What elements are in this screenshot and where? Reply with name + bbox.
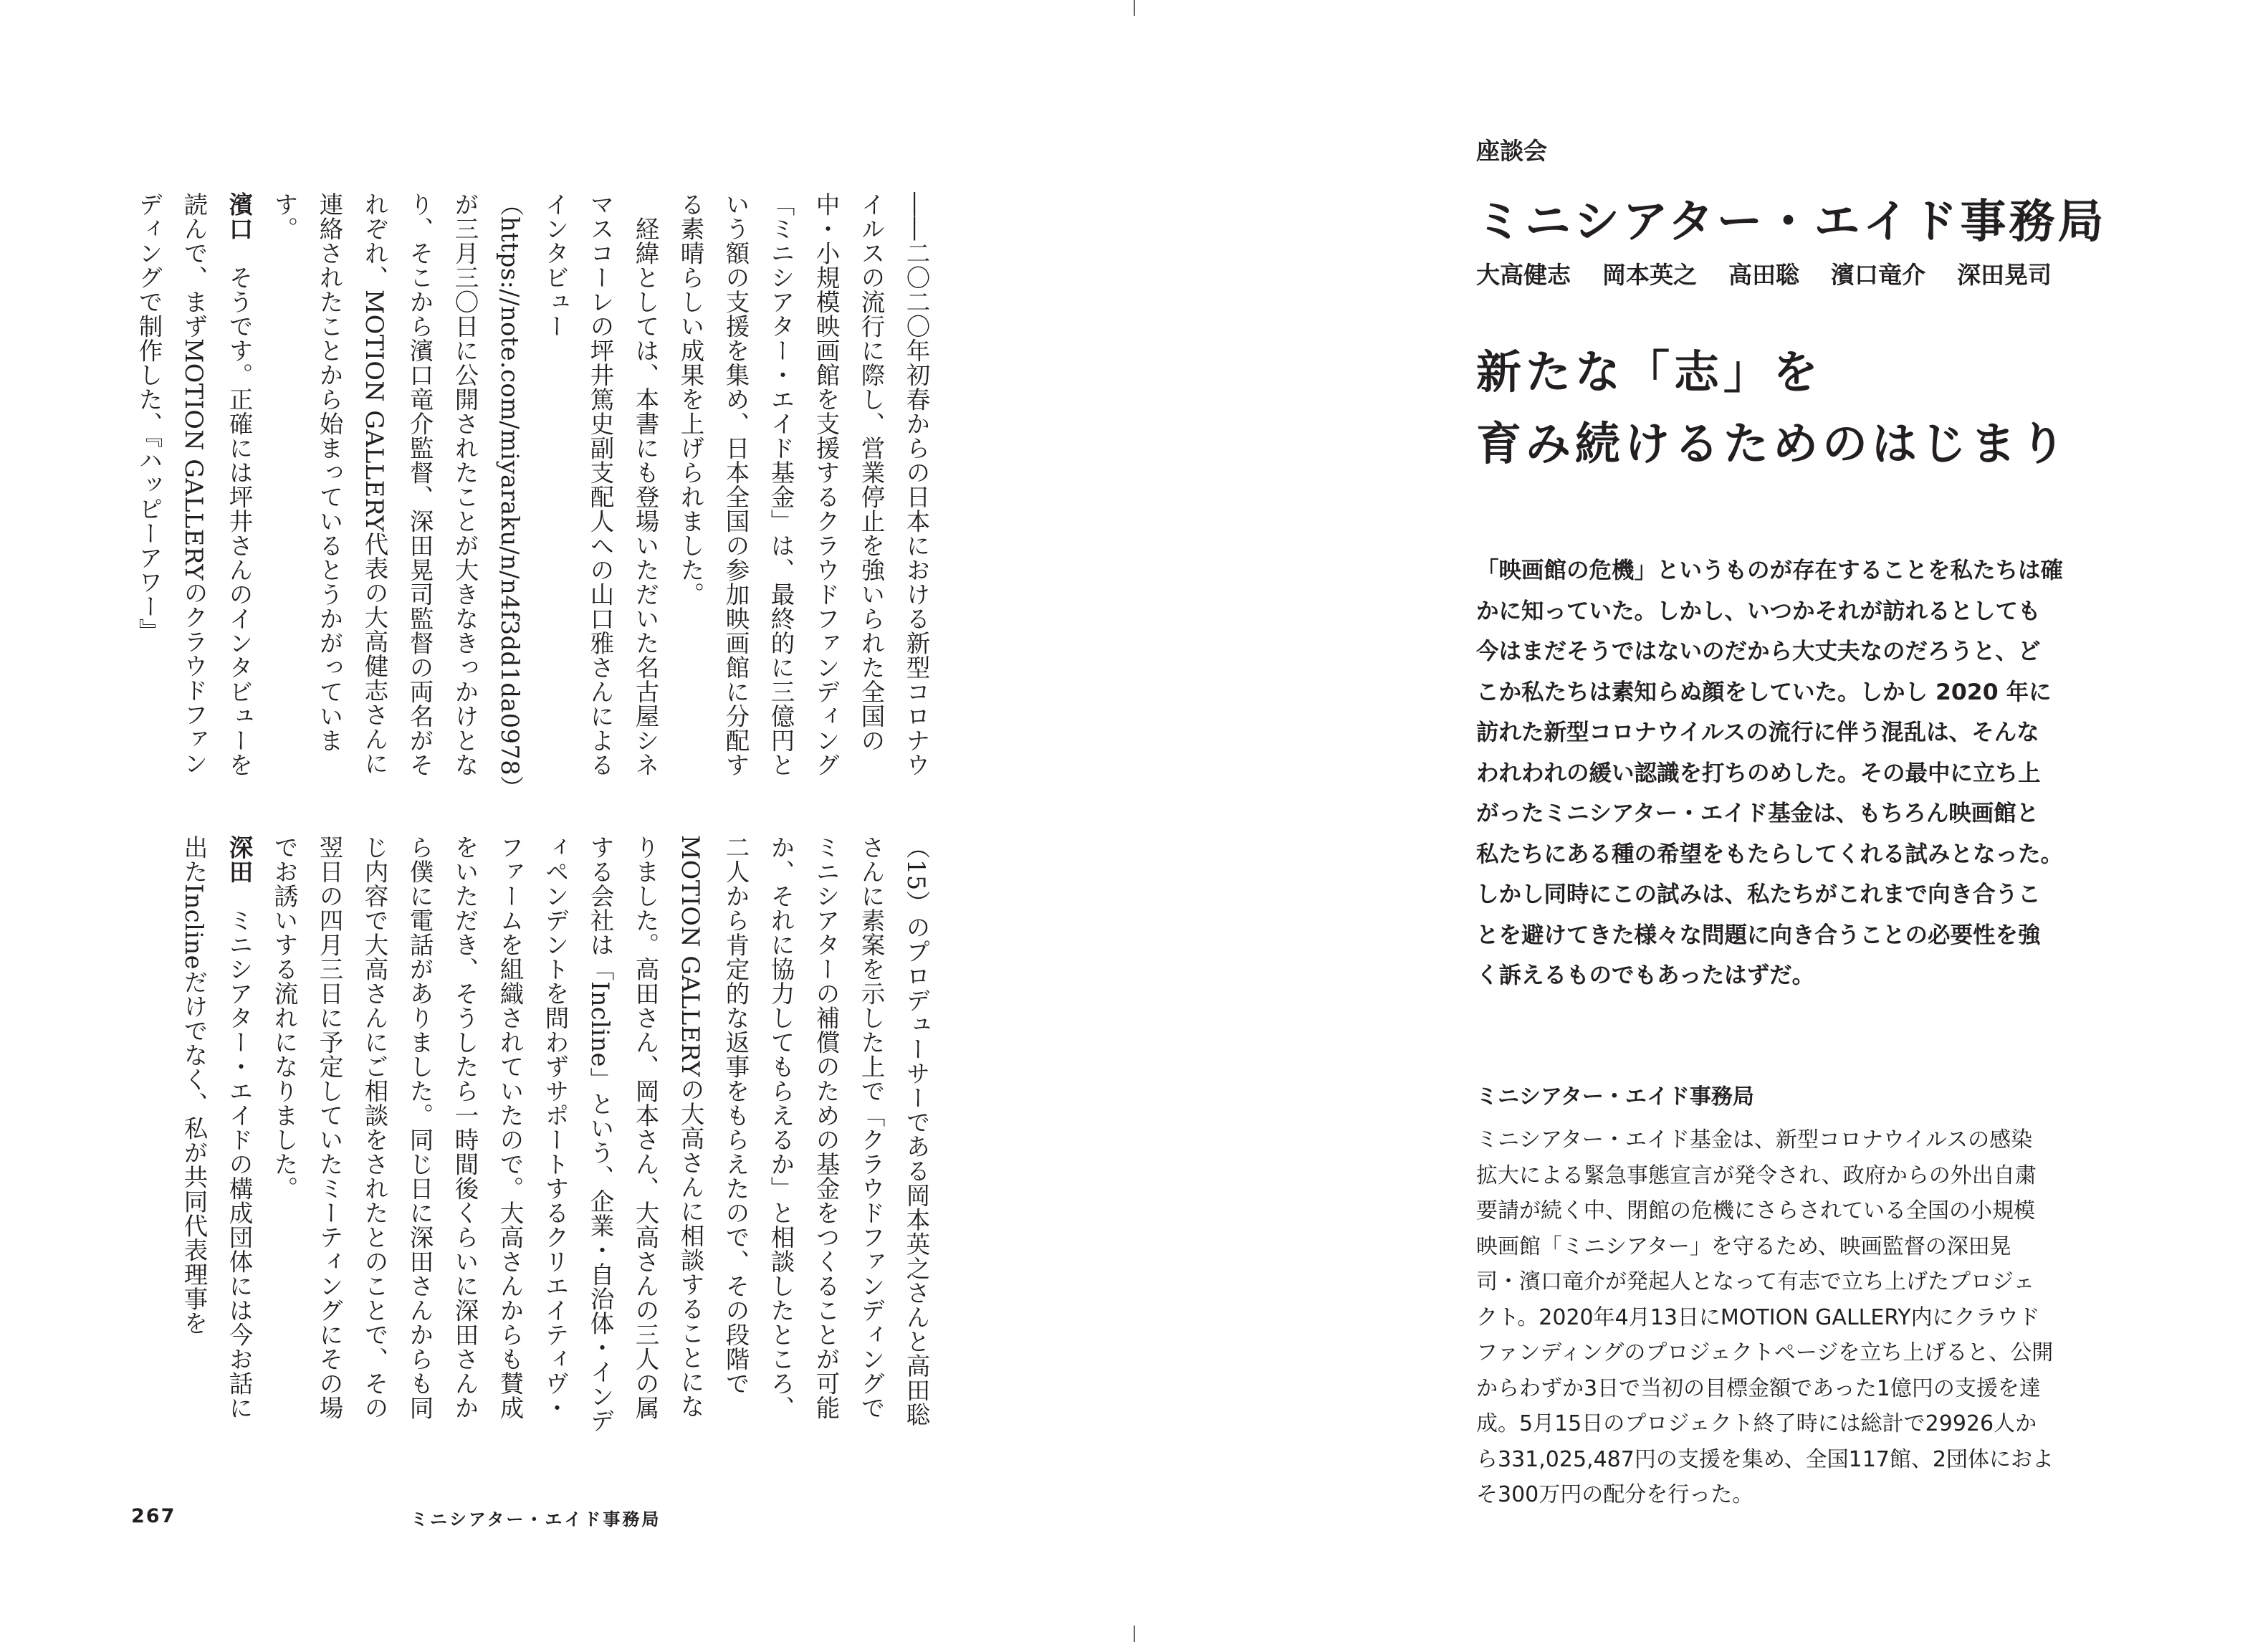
lead-line: われわれの緩い認識を打ちのめした。その最中に立ち上 — [1476, 760, 2041, 786]
lead-line: かに知っていた。しかし、いつかそれが訪れるとしても — [1476, 598, 2041, 624]
participants — [1476, 257, 2052, 290]
info-line: 成。5月15日のプロジェクト終了時には総計で29926人か — [1476, 1411, 2037, 1436]
lead-line: 「映画館の危機」というものが存在することを私たちは確 — [1476, 558, 2064, 583]
info-line: ミニシアター・エイド基金は、新型コロナウイルスの感染 — [1476, 1127, 2033, 1152]
running-head: ミニシアター・エイド事務局 — [411, 1509, 661, 1529]
page-number: 267 — [131, 1505, 176, 1527]
info-line: クト。2020年4月13日にMOTION GALLERY内にクラウド — [1476, 1304, 2040, 1330]
speaker-paragraph — [171, 835, 262, 1441]
paragraph: ――二〇二〇年初春からの日本における新型コロナウイルスの流行に際し、営業停止を強いられた全国の中・小規模映画館を支援するクラウドファンディング「ミニシアター・エイド基金」は、最終的に三億円という額の支援を集め、日本全国の参加映画館に分配する素晴らしい成果を上げられました。 — [676, 192, 930, 777]
paragraph: 経緯としては、本書にも登場いただいた名古屋シネマスコーレの坪井篤史副支配人への山口雅さんによるインタビュー（https://note.com/miyaraku/n/n4f3dd1da0978）が三月三〇日に公開されたことが大きなきっかけとなり、そこから濱口竜介監督、深田晃司監督の両名がそれぞれ、MOTION GALLERY代表の大高健志さんに連絡されたことから始まっているとうかがっています。 — [270, 192, 659, 788]
speaker-text: ミニシアター・エイドの構成団体には今お話に出たInclineだけでなく、私が共同代表理事を — [180, 835, 253, 1420]
lead-line: 今はまだそうではないのだから大丈夫なのだろうと、ど — [1476, 639, 2041, 664]
participant-name: 高田聡 — [1728, 261, 1799, 289]
headline-line: 新たな「志」を — [1476, 346, 1822, 398]
info-body — [1476, 1122, 2135, 1513]
crop-mark-bottom — [1134, 1626, 1135, 1642]
lead-line: 訪れた新型コロナウイルスの流行に伴う混乱は、そんな — [1476, 720, 2039, 745]
lead-line: こか私たちは素知らぬ顔をしていた。しかし 2020 年に — [1476, 679, 2052, 705]
paragraph: （15）のプロデューサーである岡本英之さんと高田聡さんに素案を示した上で「クラウドファンディングでミニシアターの補償のための基金をつくることが可能か、それに協力してもらえるか」と相談したところ、二人から肯定的な返事をもらえたので、その段階でMOTION GALLERYの大高さんに相談することになりました。高田さん、岡本さん、大高さんの三人の属する会社は「Incline」という、企業・自治体・インディペンデントを問わずサポートするクリエイティヴ・ファームを組織されていたので。大高さんからも賛成をいただき、そうしたら一時間後くらいに深田さんから僕に電話がありました。同じ日に深田さんからも同じ内容で大高さんにご相談をされたとのことで、その翌日の四月三日に予定していたミーティングにその場でお誘いする流れになりました。 — [270, 835, 930, 1433]
participant-name: 岡本英之 — [1602, 261, 1697, 289]
lead-line: しかし同時にこの試みは、私たちがこれまで向き合うこ — [1476, 882, 2041, 907]
article-kind: 座談会 — [1476, 137, 1547, 165]
info-heading: ミニシアター・エイド事務局 — [1476, 1084, 1754, 1109]
info-line: 司・濱口竜介が発起人となって有志で立ち上げたプロジェ — [1476, 1269, 2035, 1294]
lead-line: 私たちにある種の希望をもたらしてくれる試みとなった。 — [1476, 841, 2064, 867]
lead-text — [1476, 550, 2135, 996]
upper-text-block — [135, 192, 939, 796]
participant-name: 深田晃司 — [1957, 261, 2052, 289]
participant-name: 大高健志 — [1476, 261, 1571, 289]
participant-name: 濱口竜介 — [1831, 261, 1925, 289]
headline — [1476, 337, 2070, 480]
lead-line: がったミニシアター・エイド基金は、もちろん映画館と — [1476, 801, 2039, 826]
info-line: 拡大による緊急事態宣言が発令され、政府からの外出自粛 — [1476, 1163, 2037, 1188]
lead-line: く訴えるものでもあったはずだ。 — [1476, 963, 1815, 988]
info-line: ファンディングのプロジェクトページを立ち上げると、公開 — [1476, 1340, 2054, 1365]
speaker-paragraph — [126, 192, 262, 796]
info-line: ら331,025,487円の支援を集め、全国117館、2団体におよ — [1476, 1446, 2054, 1472]
speaker-text: そうです。正確には坪井さんのインタビューを読んで、まずMOTION GALLERYのクラウドファンディングで制作した、『ハッピーアワー』 — [135, 192, 253, 777]
speaker-name: 濱口 — [225, 192, 253, 241]
article-title: ミニシアター・エイド事務局 — [1476, 196, 2107, 249]
info-line: からわずか3日で当初の目標金額であった1億円の支援を達 — [1476, 1375, 2041, 1401]
speaker-name: 深田 — [225, 835, 253, 884]
lead-line: とを避けてきた様々な問題に向き合うことの必要性を強 — [1476, 922, 2041, 948]
info-line: 映画館「ミニシアター」を守るため、映画監督の深田晃 — [1476, 1233, 2011, 1259]
info-line: 要請が続く中、閉館の危機にさらされている全国の小規模 — [1476, 1198, 2035, 1223]
headline-line: 育み続けるためのはじまり — [1476, 418, 2070, 470]
crop-mark-top — [1134, 0, 1135, 16]
lower-text-block — [154, 835, 939, 1441]
info-line: そ300万円の配分を行った。 — [1476, 1482, 1754, 1507]
